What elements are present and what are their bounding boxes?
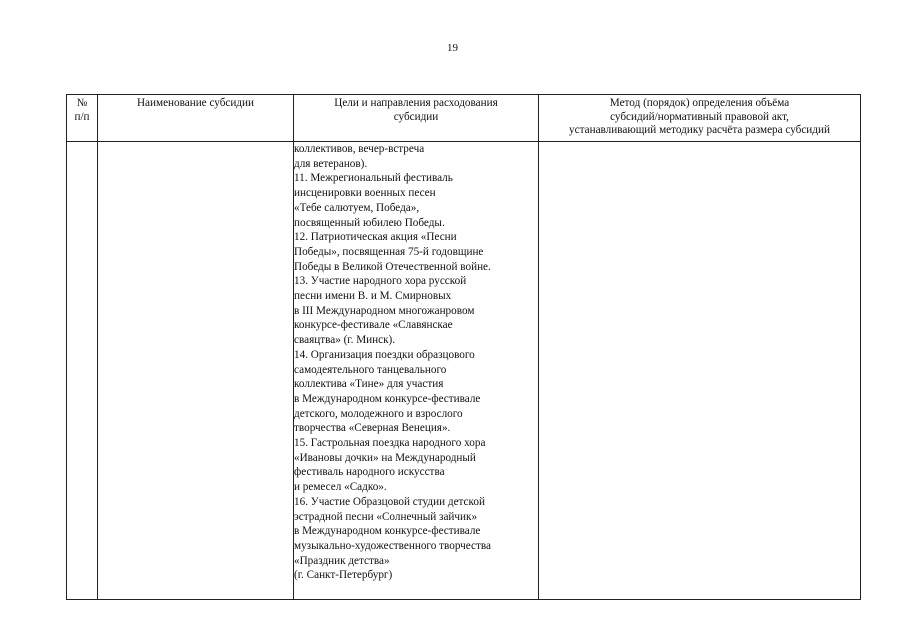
header-number-column [67, 95, 98, 142]
goal-text-line: 15. Гастрольная поездка народного хора [294, 437, 486, 450]
goal-text-line: для ветеранов). [294, 157, 368, 170]
row-goals-cell [294, 142, 539, 600]
header-method-line: субсидий/нормативный правовой акт, [610, 110, 789, 123]
goal-text-line: коллектива «Тине» для участия [294, 378, 444, 391]
table-row [67, 142, 861, 600]
goal-text-line: Победы в Великой Отечественной войне. [294, 260, 491, 273]
header-row [67, 95, 861, 142]
goal-text-line: сваяцтва» (г. Минск). [294, 334, 396, 347]
goal-text-line: и ремесел «Садко». [294, 481, 387, 494]
header-method-line: Метод (порядок) определения объёма [609, 97, 790, 109]
goal-text-line: в Международном конкурсе-фестивале [294, 392, 481, 405]
header-method-line: устанавливающий методику расчёта размера субсидий [569, 124, 830, 136]
goal-text-line: «Праздник детства» [294, 554, 390, 567]
goal-text-line: посвященный юбилею Победы. [294, 216, 445, 229]
goal-text-line: (г. Санкт-Петербург) [294, 569, 393, 582]
goal-text-line: 13. Участие народного хора русской [294, 275, 467, 288]
goal-text-line: песни имени В. и М. Смирновых [294, 290, 452, 303]
header-number-line: № [76, 97, 88, 109]
goal-text-line: 12. Патриотическая акция «Песни [294, 231, 457, 244]
goal-text-line: фестиваль народного искусства [294, 466, 445, 479]
goal-text-line: 16. Участие Образцовой студии детской [294, 495, 485, 508]
header-method-column [539, 95, 861, 142]
goal-text-line: «Тебе салютуем, Победа», [294, 201, 420, 214]
goal-text-line: 14. Организация поездки образцового [294, 348, 475, 361]
row-method-cell [539, 142, 861, 600]
goal-text-line: 11. Межрегиональный фестиваль [294, 172, 453, 185]
header-goals-line: Цели и направления расходования [334, 97, 498, 109]
header-goals-column [294, 95, 539, 142]
header-goals-line: субсидии [393, 110, 439, 123]
goal-text-line: инсценировки военных песен [294, 187, 436, 200]
goal-text-line: коллективов, вечер-встреча [294, 143, 425, 155]
goal-text-line: детского, молодежного и взрослого [294, 407, 463, 420]
goal-text-line: творчества «Северная Венеция». [294, 422, 451, 435]
goal-text-line: в III Международном многожанровом [294, 304, 475, 317]
goal-text-line: в Международном конкурсе-фестивале [294, 525, 481, 538]
goal-text-line: музыкально-художественного творчества [294, 539, 491, 552]
subsidy-table [66, 94, 861, 600]
header-number-line: п/п [74, 110, 90, 123]
goal-text-line: эстрадной песни «Солнечный зайчик» [294, 510, 478, 523]
row-number-cell [67, 142, 98, 600]
header-subsidy-name-column [98, 95, 294, 142]
goal-text-line: конкурсе-фестивале «Славянскае [294, 319, 453, 332]
page-number: 19 [447, 42, 458, 54]
goal-text-line: «Ивановы дочки» на Международный [294, 451, 476, 464]
row-subsidy-name-cell [98, 142, 294, 600]
goal-text-line: Победы», посвященная 75-й годовщине [294, 245, 484, 258]
header-subsidy-name-line: Наименование субсидии [136, 97, 255, 109]
goal-text-line: самодеятельного танцевального [294, 363, 447, 376]
